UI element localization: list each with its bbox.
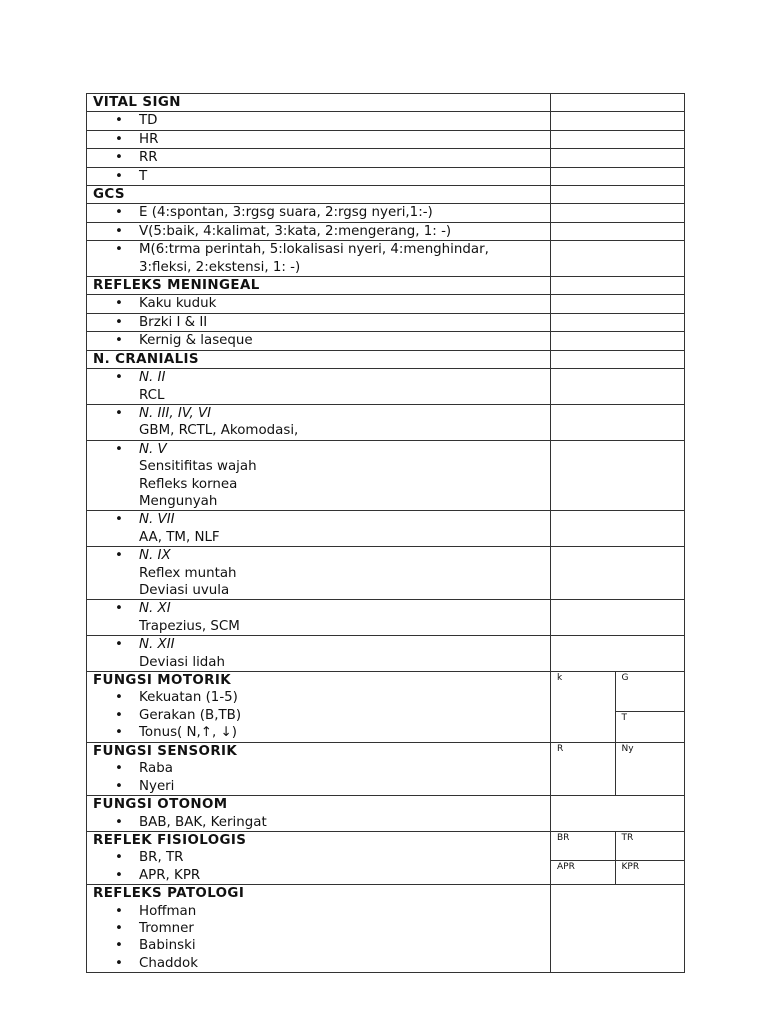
motorik-grid: [551, 672, 684, 742]
list-item-gerakan: • Gerakan (B,TB): [93, 707, 544, 724]
value-cell-kaku-kuduk[interactable]: [551, 295, 685, 313]
fisiologis-kpr-cell[interactable]: KPR: [615, 860, 684, 884]
value-cell-n9[interactable]: [551, 547, 685, 600]
table-row: [87, 241, 685, 277]
table-row: [87, 404, 685, 440]
list-item-kaku-kuduk: • Kaku kuduk: [93, 295, 544, 312]
value-cell-n11[interactable]: [551, 600, 685, 636]
value-cell-n5[interactable]: [551, 440, 685, 511]
section-title-patologi: REFLEKS PATOLOGI: [93, 886, 245, 902]
list-item-tromner: • Tromner: [93, 920, 544, 937]
nerve-test: Reflex muntah: [139, 565, 237, 581]
table-row: [87, 295, 685, 313]
nerve-name: • N. II: [93, 369, 544, 386]
list-item-kernig: • Kernig & laseque: [93, 332, 544, 349]
section-title-sensorik: FUNGSI SENSORIK: [93, 744, 238, 759]
value-cell-gcs-m[interactable]: [551, 241, 685, 277]
list-item-gcs-e: • E (4:spontan, 3:rgsg suara, 2:rgsg nyeri,1:-): [93, 204, 544, 221]
value-cell-n3-4-6[interactable]: [551, 404, 685, 440]
nerve-name: • N. XI: [93, 600, 544, 617]
section-row-otonom: [87, 796, 685, 832]
motorik-t-cell[interactable]: T: [615, 711, 684, 742]
table-row: [87, 313, 685, 331]
section-row-patologi: [87, 885, 685, 973]
fisiologis-grid-cell: [551, 832, 685, 885]
table-row: [87, 636, 685, 672]
list-item-tonus: • Tonus( N,↑, ↓): [93, 724, 544, 741]
section-title-meningeal: REFLEKS MENINGEAL: [87, 277, 551, 295]
list-item-bab-bak: • BAB, BAK, Keringat: [93, 814, 544, 831]
section-title-otonom: FUNGSI OTONOM: [93, 797, 228, 813]
table-row: [87, 332, 685, 350]
section-row-vital-sign: [87, 94, 685, 112]
list-item-nyeri: • Nyeri: [93, 778, 544, 795]
section-row-cranial: [87, 350, 685, 368]
list-item-brudzinski: • Brzki I & II: [93, 314, 544, 331]
section-row-motorik: [87, 672, 685, 743]
list-item-hoffman: • Hoffman: [93, 903, 544, 920]
value-cell-gcs-e[interactable]: [551, 204, 685, 222]
value-cell-t[interactable]: [551, 167, 685, 185]
value-cell[interactable]: [551, 94, 685, 112]
table-row: [87, 222, 685, 240]
fisiologis-tr-cell[interactable]: TR: [615, 832, 684, 860]
list-item-gcs-m-cont: 3:fleksi, 2:ekstensi, 1: -): [139, 259, 301, 275]
list-item-apr-kpr: • APR, KPR: [93, 867, 544, 884]
exam-table: [86, 93, 685, 973]
list-item-chaddok: • Chaddok: [93, 955, 544, 972]
value-cell[interactable]: [551, 277, 685, 295]
fisiologis-apr-cell[interactable]: APR: [551, 860, 615, 884]
section-title-fisiologis: REFLEK FISIOLOGIS: [93, 833, 247, 849]
value-cell-n2[interactable]: [551, 369, 685, 405]
sensorik-grid-cell: [551, 743, 685, 796]
nerve-test: Refleks kornea: [139, 476, 238, 492]
nerve-test: Deviasi lidah: [139, 654, 225, 670]
list-item-kekuatan: • Kekuatan (1-5): [93, 689, 544, 706]
sensorik-grid: [551, 743, 684, 795]
section-row-fisiologis: [87, 832, 685, 885]
sensorik-ny-cell[interactable]: Ny: [615, 743, 684, 795]
nerve-name: • N. XII: [93, 636, 544, 653]
nerve-name: • N. VII: [93, 511, 544, 528]
value-cell-td[interactable]: [551, 112, 685, 130]
table-row: [87, 440, 685, 511]
value-cell-patologi[interactable]: [551, 885, 685, 973]
section-title-motorik: FUNGSI MOTORIK: [93, 673, 232, 688]
motorik-g-cell[interactable]: G: [615, 672, 684, 711]
nerve-name: • N. III, IV, VI: [93, 405, 544, 422]
nerve-test: Trapezius, SCM: [139, 618, 240, 634]
value-cell-brudzinski[interactable]: [551, 313, 685, 331]
sensorik-r-cell[interactable]: R: [557, 744, 564, 754]
value-cell[interactable]: [551, 350, 685, 368]
list-item-rr: • RR: [93, 149, 544, 166]
value-cell-rr[interactable]: [551, 149, 685, 167]
motorik-k-cell[interactable]: k: [557, 673, 563, 683]
section-row-gcs: [87, 186, 685, 204]
section-title-gcs: GCS: [87, 186, 551, 204]
section-title-cranial: N. CRANIALIS: [87, 350, 551, 368]
table-row: [87, 547, 685, 600]
exam-form: [86, 93, 684, 973]
nerve-test: GBM, RCTL, Akomodasi,: [139, 423, 299, 439]
value-cell-kernig[interactable]: [551, 332, 685, 350]
value-cell-n7[interactable]: [551, 511, 685, 547]
value-cell-gcs-v[interactable]: [551, 222, 685, 240]
list-item-babinski: • Babinski: [93, 937, 544, 954]
table-row: [87, 130, 685, 148]
nerve-test: Mengunyah: [139, 493, 218, 509]
nerve-name: • N. V: [93, 441, 544, 458]
list-item-raba: • Raba: [93, 760, 544, 777]
value-cell-hr[interactable]: [551, 130, 685, 148]
list-item-gcs-m: • M(6:trma perintah, 5:lokalisasi nyeri, 4:menghindar,: [93, 241, 544, 258]
nerve-test: RCL: [139, 387, 165, 403]
nerve-test: Deviasi uvula: [139, 582, 230, 598]
list-item-t: • T: [93, 168, 544, 185]
table-row: [87, 600, 685, 636]
value-cell-n12[interactable]: [551, 636, 685, 672]
nerve-test: AA, TM, NLF: [139, 529, 220, 545]
table-row: [87, 204, 685, 222]
list-item-br-tr: • BR, TR: [93, 849, 544, 866]
table-row: [87, 511, 685, 547]
value-cell[interactable]: [551, 186, 685, 204]
fisiologis-grid: [551, 832, 684, 884]
section-row-sensorik: [87, 743, 685, 796]
table-row: [87, 149, 685, 167]
list-item-td: • TD: [93, 112, 544, 129]
fisiologis-br-cell[interactable]: BR: [557, 833, 570, 844]
nerve-test: Sensitifitas wajah: [139, 459, 257, 475]
motorik-grid-cell: [551, 672, 685, 743]
section-title-vital-sign: VITAL SIGN: [87, 94, 551, 112]
list-item-hr: • HR: [93, 131, 544, 148]
table-row: [87, 369, 685, 405]
table-row: [87, 112, 685, 130]
value-cell-otonom[interactable]: [551, 796, 685, 832]
table-row: [87, 167, 685, 185]
list-item-gcs-v: • V(5:baik, 4:kalimat, 3:kata, 2:mengerang, 1: -): [93, 223, 544, 240]
section-row-meningeal: [87, 277, 685, 295]
nerve-name: • N. IX: [93, 547, 544, 564]
